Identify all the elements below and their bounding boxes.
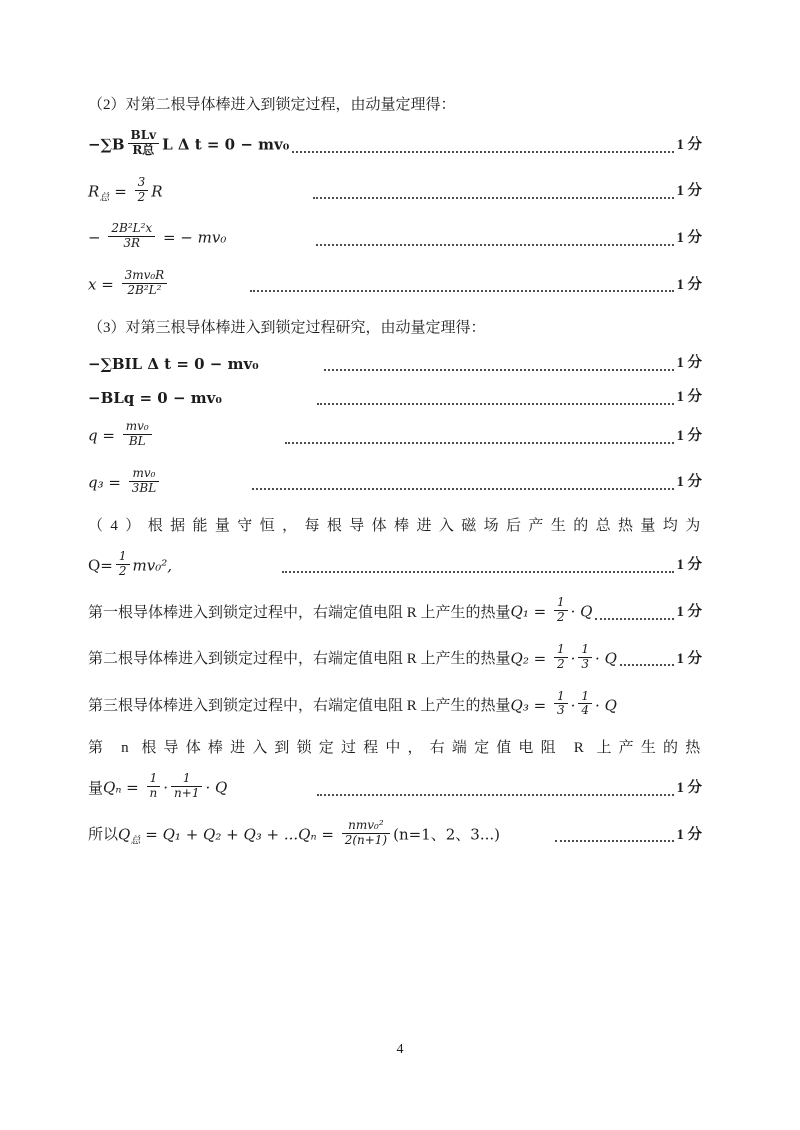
- score-label: 1 分: [676, 183, 702, 200]
- formula-q0: Q= $\frac{1}{2}$ mv₀²,: [88, 548, 173, 578]
- result-line-4: [88, 771, 702, 803]
- fraction: $\frac{\text{2B²L²x}}{3R}$: [108, 222, 155, 251]
- result-1-formula: Q₁ = $\frac{1}{2}$ · Q: [510, 595, 593, 625]
- formula-4: x = $\frac{\text{3mv₀R}}{\text{2B²L²}}$: [88, 271, 170, 300]
- score-label: 1 分: [676, 389, 702, 406]
- formula-2: $R_总$ = $\frac{3}{2}$ R: [88, 174, 163, 204]
- formula-line-q0: [88, 548, 702, 581]
- dot-leader: [317, 794, 673, 796]
- result-3-formula: Q₃ = $\frac{1}{3}$ · $\frac{1}{4}$ · Q: [510, 688, 617, 718]
- score-label: 1 分: [676, 427, 702, 444]
- fraction: $\frac{3}{2}$: [135, 176, 149, 205]
- result-4-text-line1: 第 n 根导体棒进入到锁定过程中，右端定值电阻 R 上产生的热: [88, 740, 702, 757]
- section-2-heading: （2）对第二根导体棒进入到锁定过程，由动量定理得：: [88, 97, 456, 113]
- result-line-5: [88, 818, 702, 850]
- result-2-text: 第二根导体棒进入到锁定过程中，右端定值电阻 R 上产生的热量: [88, 651, 511, 668]
- score-label: 1 分: [676, 474, 702, 491]
- formula-1: [88, 128, 290, 160]
- fraction: $\frac{1}{3}$: [554, 690, 568, 719]
- dot-leader: [620, 664, 674, 666]
- fraction: $\frac{1}{2}$: [554, 643, 568, 672]
- fraction: $\frac{1}{2}$: [116, 550, 130, 579]
- dot-leader: [292, 151, 673, 153]
- fraction: $\frac{1}{2}$: [554, 596, 568, 625]
- result-line-3: [88, 688, 702, 721]
- dot-leader: [252, 488, 673, 490]
- dot-leader: [595, 618, 673, 620]
- score-label: 1 分: [676, 136, 702, 153]
- formula-line-6: [88, 388, 702, 408]
- formula-line-3: [88, 221, 702, 253]
- formula-line-8: [88, 465, 702, 498]
- page-number: 4: [396, 1042, 404, 1057]
- result-1-text: 第一根导体棒进入到锁定过程中，右端定值电阻 R 上产生的热量: [88, 604, 511, 621]
- formula-1-post: L Δ t = 0 − mv₀: [162, 135, 290, 154]
- formula-line-7: [88, 419, 702, 451]
- result-4-text: 量: [88, 780, 104, 797]
- score-label: 1 分: [676, 557, 702, 574]
- fraction: $\frac{1}{n}$: [147, 772, 161, 801]
- score-label: 1 分: [676, 826, 702, 843]
- fraction: $\frac{1}{3}$: [578, 643, 592, 672]
- formula-line-1: [88, 128, 702, 160]
- fraction: $\frac{\text{mv₀}}{BL}$: [123, 420, 152, 449]
- dot-leader: [317, 403, 674, 405]
- formula-line-5: [88, 354, 702, 374]
- fraction: $\frac{\text{3mv₀R}}{\text{2B²L²}}$: [122, 269, 168, 298]
- formula-3: − $\frac{\text{2B²L²x}}{3R}$ = − mv₀: [88, 221, 227, 251]
- score-label: 1 分: [676, 779, 702, 796]
- fraction: $\frac{1}{4}$: [578, 690, 592, 719]
- formula-5: −∑BIL Δ t = 0 − mv₀: [88, 354, 259, 373]
- formula-line-4: [88, 268, 702, 300]
- fraction: $\frac{1}{n+1}$: [171, 772, 202, 801]
- dot-leader: [313, 197, 674, 199]
- section-4-heading: （4）根据能量守恒，每根导体棒进入磁场后产生的总热量均为: [88, 517, 702, 534]
- result-5-text: 所以: [88, 827, 119, 844]
- formula-8: q₃ = $\frac{\text{mv₀}}{3BL}$: [88, 469, 162, 498]
- result-4-formula: Qₙ = $\frac{1}{n}$ · $\frac{1}{n+1}$ · Q: [103, 771, 228, 801]
- dot-leader: [316, 244, 673, 246]
- result-line-2: [88, 642, 702, 674]
- fraction: $\frac{\text{mv₀}}{3BL}$: [129, 467, 159, 496]
- formula-7: q = $\frac{\text{mv₀}}{BL}$: [88, 422, 155, 451]
- subscript: 总: [99, 192, 110, 204]
- dot-leader: [324, 369, 674, 371]
- document-content: [88, 95, 702, 868]
- score-label: 1 分: [676, 603, 702, 620]
- score-label: 1 分: [676, 229, 702, 246]
- fraction: $\frac{\text{BLv}}{\text{R总}}$: [128, 129, 160, 158]
- dot-leader: [282, 571, 674, 573]
- score-label: 1 分: [676, 276, 702, 293]
- fraction: $\frac{\text{nmv₀²}}{2(n+1)}$: [342, 819, 390, 848]
- section-3-heading: （3）对第三根导体棒进入到锁定过程研究，由动量定理得：: [88, 319, 486, 336]
- result-3-text: 第三根导体棒进入到锁定过程中，右端定值电阻 R 上产生的热量: [88, 697, 511, 714]
- result-line-1: [88, 595, 702, 627]
- formula-6: −BLq = 0 − mv₀: [88, 389, 222, 408]
- result-5-formula: $Q_总 = Q_1 + Q_2 + Q_3 + ...Q_n$ = $\frac{\text{nmv₀²}}{2(n+1)}$ (n=1、2、3...): [118, 818, 500, 847]
- score-label: 1 分: [676, 650, 702, 667]
- result-2-formula: Q₂ = $\frac{1}{2}$ · $\frac{1}{3}$ · Q: [510, 642, 617, 671]
- dot-leader: [555, 840, 674, 842]
- dot-leader: [250, 290, 673, 292]
- formula-1-pre: −∑B: [88, 135, 125, 154]
- formula-line-2: [88, 174, 702, 207]
- score-label: 1 分: [676, 355, 702, 372]
- subscript: 总: [130, 835, 141, 847]
- dot-leader: [285, 442, 674, 444]
